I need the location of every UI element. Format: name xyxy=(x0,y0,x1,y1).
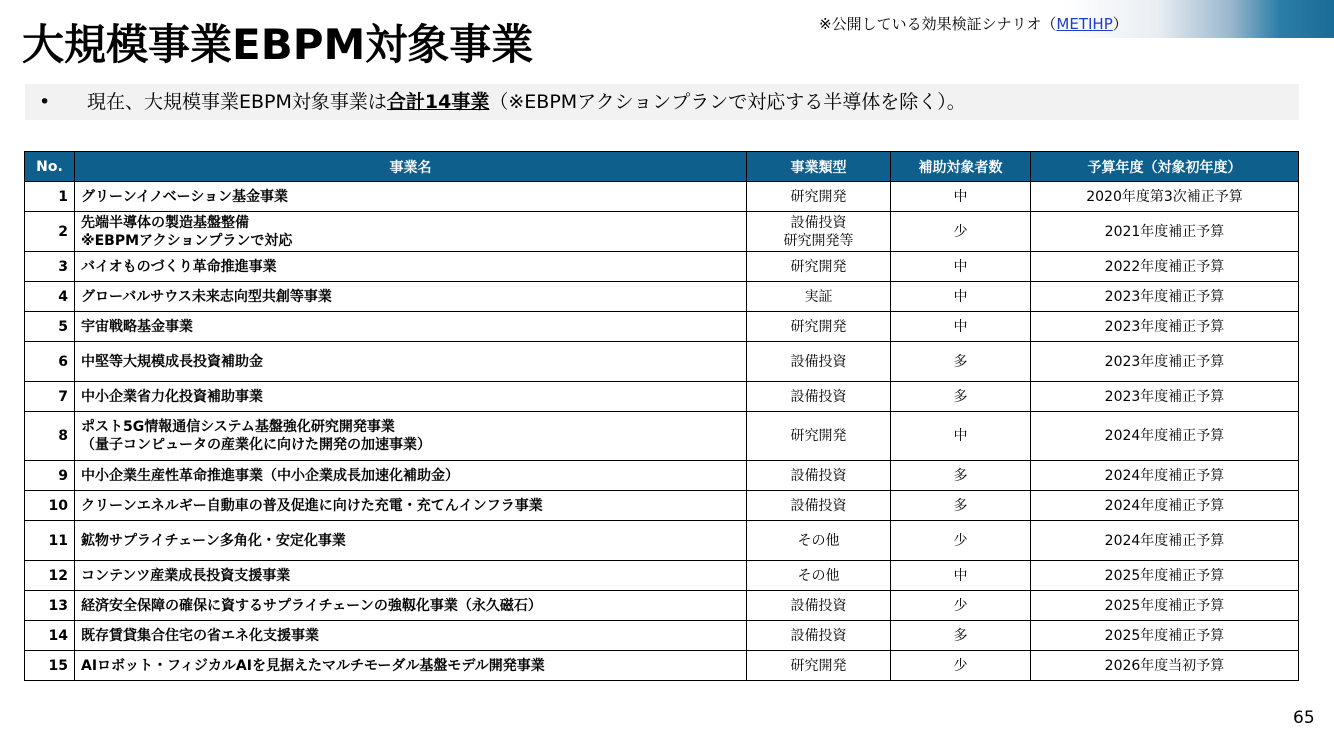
project-type xyxy=(747,212,891,252)
row-number: 9 xyxy=(25,461,75,491)
source-note-prefix: ※公開している効果検証シナリオ（ xyxy=(819,15,1057,33)
project-type xyxy=(747,521,891,561)
project-name-line: ポスト5G情報通信システム基盤強化研究開発事業 xyxy=(81,419,395,435)
project-type xyxy=(747,252,891,282)
project-name xyxy=(75,412,747,461)
budget-year: 2021年度補正予算 xyxy=(1031,212,1299,252)
budget-year: 2023年度補正予算 xyxy=(1031,382,1299,412)
project-name xyxy=(75,621,747,651)
table-row xyxy=(25,382,1299,412)
project-name xyxy=(75,561,747,591)
project-type-line: 設備投資 xyxy=(790,388,847,405)
project-name-line: （量子コンピュータの産業化に向けた開発の加速事業） xyxy=(81,437,431,453)
project-name xyxy=(75,382,747,412)
table-row xyxy=(25,521,1299,561)
table-row xyxy=(25,651,1299,681)
row-number: 10 xyxy=(25,491,75,521)
project-type xyxy=(747,312,891,342)
project-name-line: グリーンイノベーション基金事業 xyxy=(81,188,289,205)
project-type xyxy=(747,282,891,312)
metihp-link[interactable]: METIHP xyxy=(1056,15,1113,33)
table-header-row xyxy=(25,152,1299,182)
project-type xyxy=(747,621,891,651)
project-name xyxy=(75,212,747,252)
header-beneficiary-count: 補助対象者数 xyxy=(891,152,1031,182)
beneficiary-count: 多 xyxy=(891,382,1031,412)
budget-year: 2023年度補正予算 xyxy=(1031,282,1299,312)
beneficiary-count: 多 xyxy=(891,491,1031,521)
project-type-line: 設備投資 xyxy=(790,467,847,484)
project-name xyxy=(75,651,747,681)
budget-year: 2024年度補正予算 xyxy=(1031,461,1299,491)
project-type-line: その他 xyxy=(797,532,840,549)
bullet-marker: • xyxy=(39,91,51,113)
table-row xyxy=(25,282,1299,312)
table-row xyxy=(25,412,1299,461)
budget-year: 2025年度補正予算 xyxy=(1031,591,1299,621)
project-name-line: 中小企業省力化投資補助事業 xyxy=(81,388,263,405)
project-type-line: 研究開発 xyxy=(790,657,847,674)
beneficiary-count: 中 xyxy=(891,282,1031,312)
project-name-line: 鉱物サプライチェーン多角化・安定化事業 xyxy=(81,532,346,549)
project-name xyxy=(75,342,747,382)
beneficiary-count: 中 xyxy=(891,312,1031,342)
project-type xyxy=(747,461,891,491)
project-type xyxy=(747,412,891,461)
project-name-line: 経済安全保障の確保に資するサプライチェーンの強靱化事業（永久磁石） xyxy=(81,597,542,614)
row-number: 8 xyxy=(25,412,75,461)
page-number: 65 xyxy=(1293,708,1315,728)
project-type-line: 実証 xyxy=(804,288,833,305)
row-number: 2 xyxy=(25,212,75,252)
summary-text-before: 現在、大規模事業EBPM対象事業は xyxy=(87,91,387,113)
project-type-line: 研究開発 xyxy=(790,428,847,444)
beneficiary-count: 少 xyxy=(891,521,1031,561)
project-name xyxy=(75,312,747,342)
beneficiary-count: 少 xyxy=(891,651,1031,681)
summary-text-after: （※EBPMアクションプランで対応する半導体を除く）。 xyxy=(489,91,966,113)
table-row xyxy=(25,621,1299,651)
project-type xyxy=(747,651,891,681)
table-row xyxy=(25,252,1299,282)
row-number: 13 xyxy=(25,591,75,621)
project-name xyxy=(75,491,747,521)
budget-year: 2020年度第3次補正予算 xyxy=(1031,182,1299,212)
project-name-line: グローバルサウス未来志向型共創等事業 xyxy=(81,288,332,305)
beneficiary-count: 少 xyxy=(891,591,1031,621)
beneficiary-count: 多 xyxy=(891,461,1031,491)
project-name-line: コンテンツ産業成長投資支援事業 xyxy=(81,567,291,584)
project-name xyxy=(75,591,747,621)
row-number: 3 xyxy=(25,252,75,282)
beneficiary-count: 中 xyxy=(891,182,1031,212)
project-name xyxy=(75,252,747,282)
source-note-suffix: ） xyxy=(1112,15,1128,33)
budget-year: 2023年度補正予算 xyxy=(1031,312,1299,342)
table-row xyxy=(25,212,1299,252)
budget-year: 2026年度当初予算 xyxy=(1031,651,1299,681)
beneficiary-count: 中 xyxy=(891,252,1031,282)
project-type xyxy=(747,182,891,212)
header-project-name: 事業名 xyxy=(75,152,747,182)
project-name-line: クリーンエネルギー自動車の普及促進に向けた充電・充てんインフラ事業 xyxy=(81,497,543,514)
row-number: 4 xyxy=(25,282,75,312)
row-number: 5 xyxy=(25,312,75,342)
project-type xyxy=(747,342,891,382)
budget-year: 2022年度補正予算 xyxy=(1031,252,1299,282)
table-row xyxy=(25,591,1299,621)
project-type-line: 設備投資 xyxy=(790,214,847,231)
project-type-line: その他 xyxy=(797,567,840,584)
row-number: 7 xyxy=(25,382,75,412)
row-number: 11 xyxy=(25,521,75,561)
project-name-line: 中堅等大規模成長投資補助金 xyxy=(81,353,263,370)
project-name-line: ※EBPMアクションプランで対応 xyxy=(81,232,293,249)
budget-year: 2023年度補正予算 xyxy=(1031,342,1299,382)
table-row xyxy=(25,461,1299,491)
beneficiary-count: 少 xyxy=(891,212,1031,252)
table-row xyxy=(25,491,1299,521)
budget-year: 2025年度補正予算 xyxy=(1031,561,1299,591)
table-row xyxy=(25,561,1299,591)
summary-text xyxy=(87,84,966,120)
project-name-line: 中小企業生産性革命推進事業（中小企業成長加速化補助金） xyxy=(81,467,459,484)
row-number: 15 xyxy=(25,651,75,681)
row-number: 6 xyxy=(25,342,75,382)
project-name xyxy=(75,461,747,491)
project-name-line: 宇宙戦略基金事業 xyxy=(81,318,193,335)
project-type xyxy=(747,561,891,591)
source-note xyxy=(819,13,1128,34)
project-name xyxy=(75,282,747,312)
summary-emphasis: 合計14事業 xyxy=(386,91,490,113)
header-no: No. xyxy=(25,152,75,182)
project-type-line: 設備投資 xyxy=(790,627,847,644)
project-name-line: 既存賃貸集合住宅の省エネ化支援事業 xyxy=(81,627,319,644)
target-projects-table xyxy=(24,151,1299,681)
beneficiary-count: 中 xyxy=(891,412,1031,461)
project-type xyxy=(747,491,891,521)
project-type-line: 研究開発 xyxy=(790,258,847,275)
budget-year: 2024年度補正予算 xyxy=(1031,521,1299,561)
summary-bullet xyxy=(25,84,1299,120)
row-number: 1 xyxy=(25,182,75,212)
project-type-line: 設備投資 xyxy=(790,597,847,614)
project-name xyxy=(75,521,747,561)
row-number: 14 xyxy=(25,621,75,651)
budget-year: 2024年度補正予算 xyxy=(1031,491,1299,521)
project-type-line: 研究開発等 xyxy=(783,232,854,249)
header-budget-year: 予算年度（対象初年度） xyxy=(1031,152,1299,182)
project-type xyxy=(747,382,891,412)
project-type-line: 研究開発 xyxy=(790,318,847,335)
project-type-line: 設備投資 xyxy=(790,497,847,514)
beneficiary-count: 多 xyxy=(891,342,1031,382)
page-title: 大規模事業EBPM対象事業 xyxy=(22,20,534,69)
header-project-type: 事業類型 xyxy=(747,152,891,182)
budget-year: 2024年度補正予算 xyxy=(1031,412,1299,461)
project-name-line: AIロボット・フィジカルAIを見据えたマルチモーダル基盤モデル開発事業 xyxy=(81,657,545,674)
project-name-line: バイオものづくり革命推進事業 xyxy=(81,258,277,275)
budget-year: 2025年度補正予算 xyxy=(1031,621,1299,651)
project-name-line: 先端半導体の製造基盤整備 xyxy=(81,214,249,231)
beneficiary-count: 多 xyxy=(891,621,1031,651)
project-name xyxy=(75,182,747,212)
project-type xyxy=(747,591,891,621)
row-number: 12 xyxy=(25,561,75,591)
table-row xyxy=(25,312,1299,342)
table-row xyxy=(25,182,1299,212)
project-type-line: 設備投資 xyxy=(790,353,847,370)
table-body xyxy=(25,182,1299,681)
table-row xyxy=(25,342,1299,382)
beneficiary-count: 中 xyxy=(891,561,1031,591)
project-type-line: 研究開発 xyxy=(790,188,847,205)
